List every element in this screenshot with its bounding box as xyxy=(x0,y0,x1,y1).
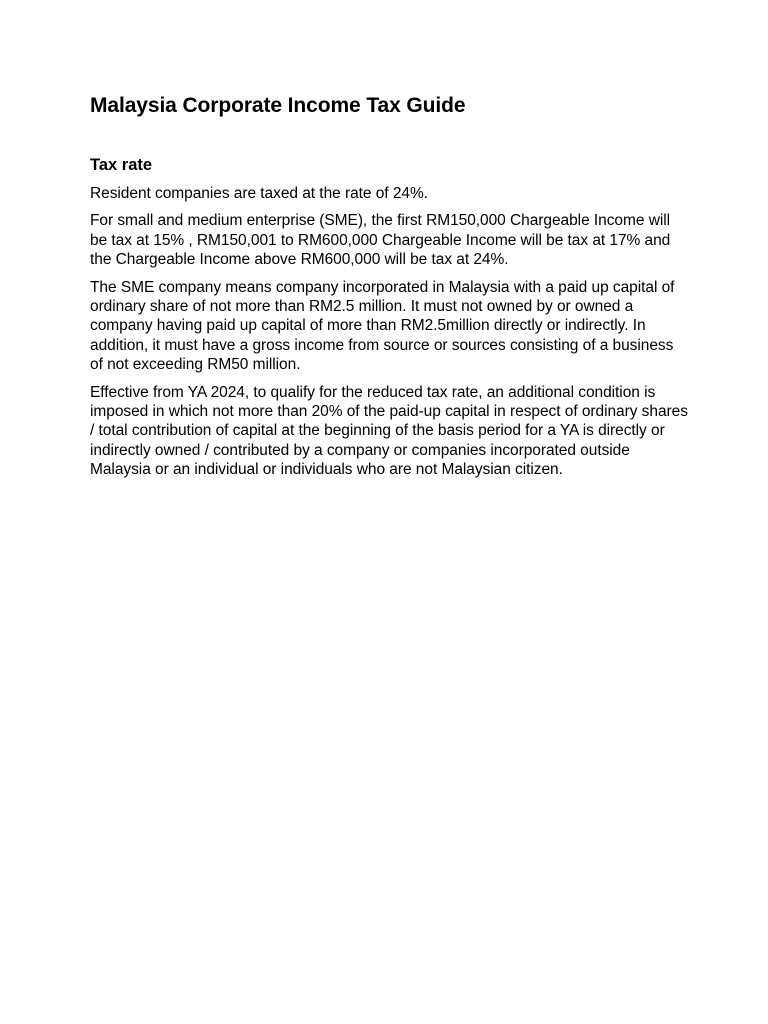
paragraph-sme-rates: For small and medium enterprise (SME), the first RM150,000 Chargeable Income will be tax at 15% , RM150,001 to RM600,000 Chargeable Income will be tax at 17% and the Chargeable Income above RM600,000 will be tax at 24%. xyxy=(90,212,671,269)
document-page xyxy=(90,92,690,480)
paragraph-ya-2024-condition: Effective from YA 2024, to qualify for the reduced tax rate, an additional condition is imposed in which not more than 20% of the paid-up capital in respect of ordinary shares / total contribution of capital at the beginning of the basis period for a YA is directly or indirectly owned / contributed by a company or companies incorporated outside Malaysia or an individual or individuals who are not Malaysian citizen. xyxy=(90,383,688,479)
section-heading-tax-rate: Tax rate xyxy=(90,156,153,174)
document-title: Malaysia Corporate Income Tax Guide xyxy=(90,94,466,117)
paragraph-resident-rate: Resident companies are taxed at the rate of 24%. xyxy=(90,185,428,202)
paragraph-sme-definition: The SME company means company incorporated in Malaysia with a paid up capital of ordinary share of not more than RM2.5 million. It must not owned by or owned a company having paid up capital of more than RM2.5million directly or indirectly. In addition, it must have a gross income from source or sources consisting of a business of not exceeding RM50 million. xyxy=(90,278,675,374)
